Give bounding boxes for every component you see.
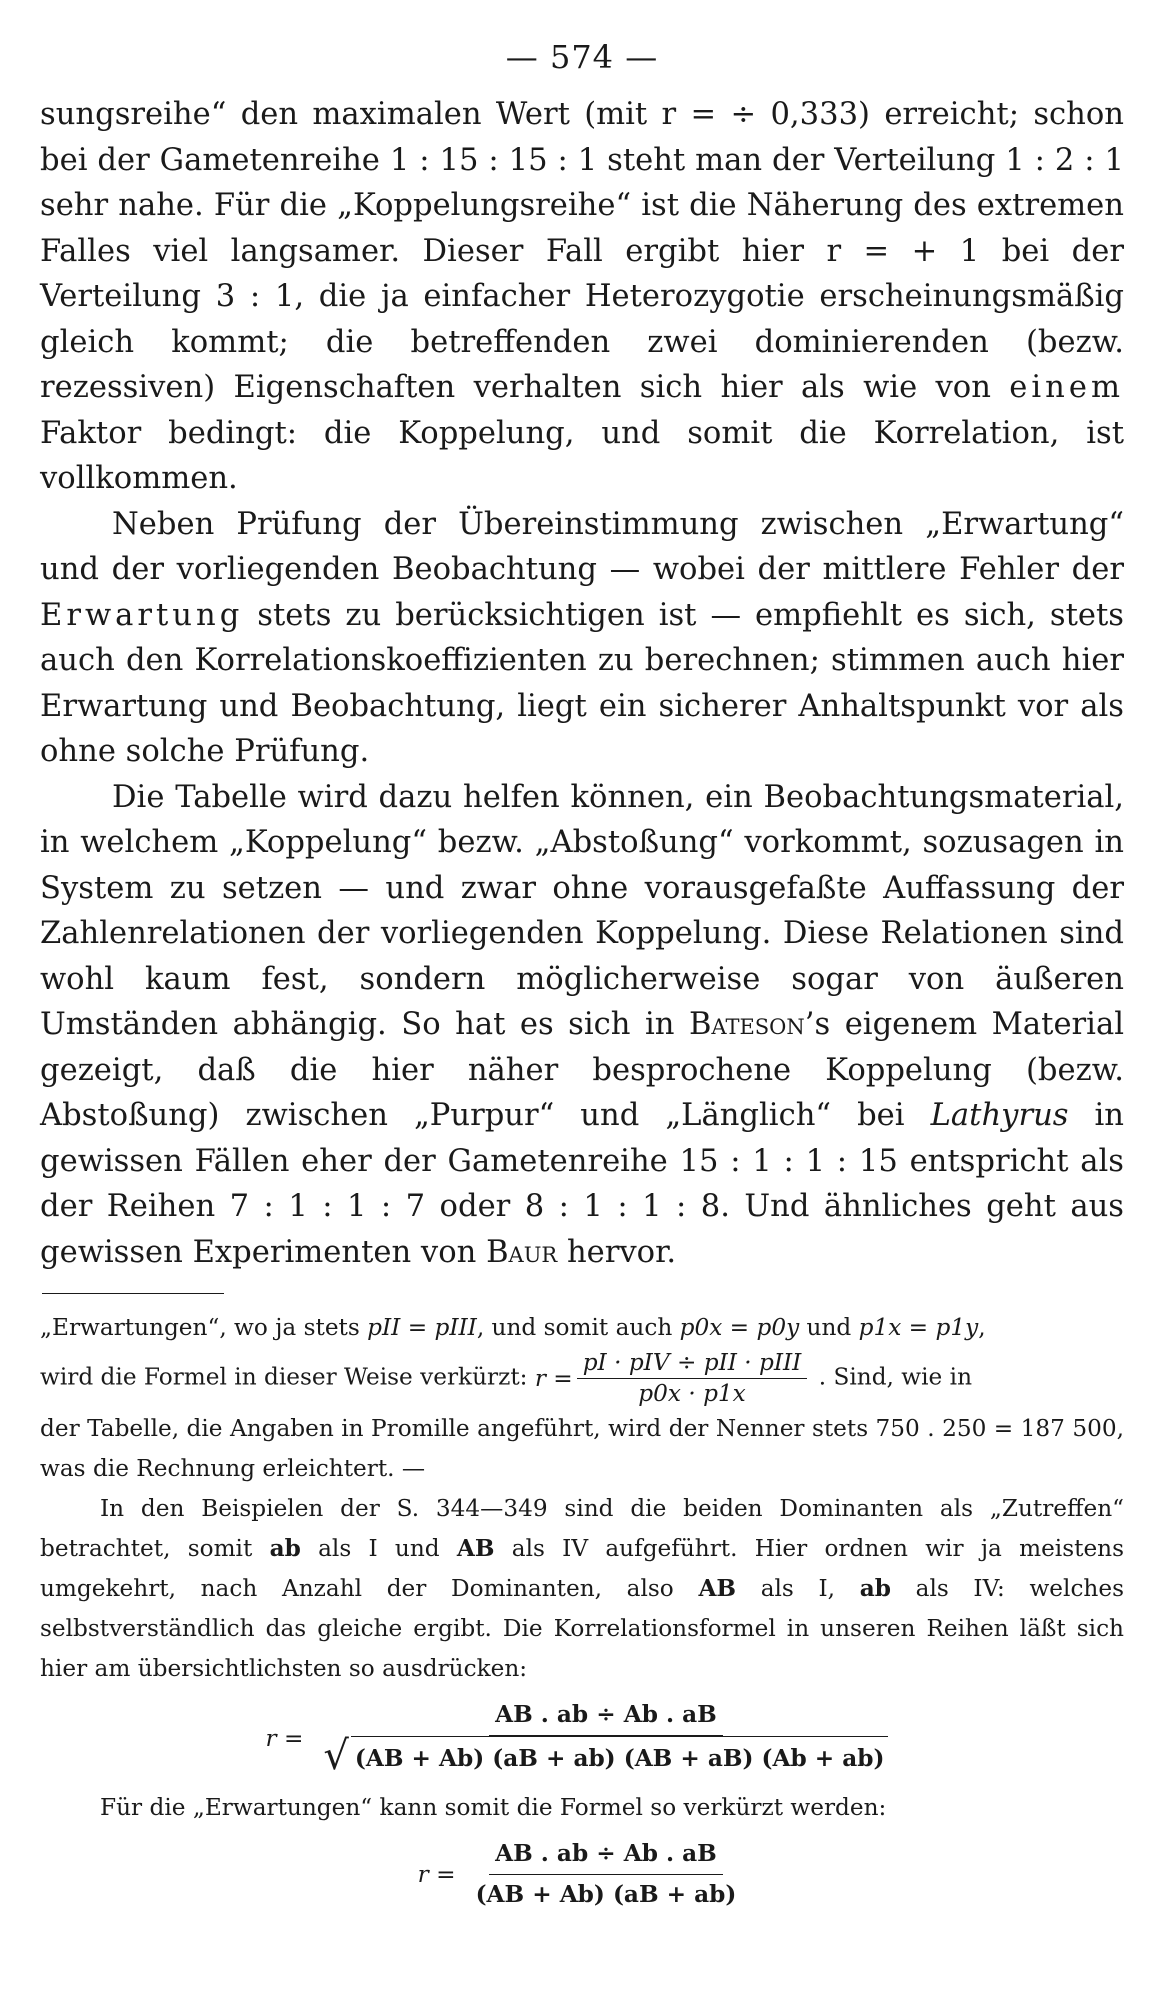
footnote-text: und [799, 1314, 859, 1341]
footnote-line-3: der Tabelle, die Angaben in Promille angeführt, wird der Nenner stets 750 . 250 = 187 500, was die Rechnung erleichtert. — [40, 1415, 1124, 1482]
formula-correlation-short [40, 1834, 1124, 1915]
footnote-text: als IV aufgeführt. Hier ordnen wir ja meistens umgekehrt, nach Anzahl der Dominanten, also [40, 1535, 1124, 1602]
term-ab: ab [269, 1535, 301, 1562]
footnote-divider [42, 1293, 224, 1294]
footnote-text: als IV: welches selbstverständlich das gleiche ergibt. Die Korrelationsformel in unseren Reihen läßt sich hier am übersichtlichsten so ausdrücken: [40, 1575, 1124, 1682]
formula-numerator: AB . ab ÷ Ab . aB [489, 1834, 723, 1875]
square-root [323, 1733, 888, 1779]
paragraph-1-text-a: sungsreihe“ den maximalen Wert (mit r = ÷ 0,333) erreicht; schon bei der Gametenreihe 1 : 15 : 15 : 1 steht man der Verteilung 1 : 2 : 1 sehr nahe. Für die „Koppelungsreihe“ ist die Näherung des extremen Falles viel langsamer. Dieser Fall ergibt hier r = + 1 bei der Verteilung 3 : 1, die ja einfacher Heterozygotie erscheinungsmäßig gleich kommt; die betreffenden zwei dominierenden (bezw. rezessiven) Eigenschaften verhalten sich hier als wie von [40, 97, 1124, 405]
formula-lhs: r = [417, 1860, 456, 1888]
footnote-text: , und somit auch [476, 1314, 680, 1341]
equation-pII-pIII: pII = pIII [367, 1314, 477, 1341]
term-ab: ab [859, 1575, 891, 1602]
footnote-line-1 [40, 1308, 1124, 1348]
author-name-baur: Baur [486, 1234, 558, 1270]
page-number: — 574 — [505, 38, 659, 76]
paragraph-3-text-b: ’s eigenem Material gezeigt, daß die hier näher besprochene Koppelung (bezw. Abstoßung) zwischen „Purpur“ und „Länglich“ bei [40, 1007, 1124, 1133]
term-AB: AB [456, 1535, 495, 1562]
paragraph-3-text-a: Die Tabelle wird dazu helfen können, ein Beobachtungsmaterial, in welchem „Koppelung“ bezw. „Abstoßung“ vorkommt, sozusagen in System zu setzen — und zwar ohne vorausgefaßte Auffassung der Zahlenrelationen der vorliegenden Koppelung. Diese Relationen sind wohl kaum fest, sondern möglicherweise sogar von äußeren Umständen abhängig. So hat es sich in [40, 779, 1124, 1042]
author-name-bateson: Bateson [688, 1007, 805, 1042]
paragraph-1 [40, 92, 1124, 502]
paragraph-3 [40, 775, 1124, 1276]
footnote-text: als I, [736, 1575, 860, 1602]
formula-denominator: p0x · p1x [638, 1380, 746, 1407]
paragraph-3-text-d: hervor. [557, 1234, 677, 1270]
paragraph-1-spaced-word: einem [1009, 370, 1124, 405]
square-root-sign: √ [323, 1733, 349, 1779]
footnote-text: , [978, 1314, 986, 1341]
footnote-text: . Sind, wie in [818, 1363, 973, 1391]
footnote-text: wird die Formel in dieser Weise verkürzt: [40, 1363, 535, 1391]
genus-name: Lathyrus [930, 1098, 1069, 1133]
square-root-content: (AB + Ab) (aB + ab) (AB + aB) (Ab + ab) [351, 1736, 889, 1779]
footnote-line-2 [40, 1348, 1124, 1409]
main-text [40, 92, 1124, 1275]
footnote-text: als I und [300, 1535, 457, 1562]
paragraph-2-text-a: Neben Prüfung der Übereinstimmung zwischen „Erwartung“ und der vorliegenden Beobachtung — wobei der mittlere Fehler der [40, 506, 1124, 587]
formula-fraction [577, 1348, 808, 1409]
formula-inline-r [535, 1348, 812, 1409]
footnote-text: „Erwartungen“, wo ja stets [40, 1314, 368, 1341]
paragraph-1-text-b: Faktor bedingt: die Koppelung, und somit die Korrelation, ist vollkommen. [40, 415, 1124, 496]
equation-p0x-p0y: p0x = p0y [679, 1314, 800, 1341]
equation-p1x-p1y: p1x = p1y [858, 1314, 979, 1341]
formula-numerator: pI · pIV ÷ pII · pIII [577, 1348, 808, 1379]
formula-denominator: (AB + Ab) (aB + ab) [475, 1881, 737, 1908]
paragraph-3-text-c: in gewissen Fällen eher der Gametenreihe 15 : 1 : 1 : 15 entspricht als der Reihen 7 : 1 : 1 : 7 oder 8 : 1 : 1 : 8. Und ähnliches geht aus gewissen Experimenten von [40, 1098, 1125, 1270]
formula-fraction [317, 1695, 894, 1782]
footnote-paragraph-2 [40, 1489, 1124, 1689]
formula-denominator [317, 1733, 894, 1782]
formula-lhs: r = [265, 1724, 304, 1752]
paragraph-2-spaced-word: Erwartung [40, 597, 244, 633]
footnote-text: In den Beispielen der S. 344—349 sind die beiden Dominanten als „Zutreffen“ betrachtet, somit [40, 1495, 1124, 1562]
term-AB: AB [698, 1575, 737, 1602]
formula-numerator: AB . ab ÷ Ab . aB [489, 1695, 723, 1736]
footnote-line-final: Für die „Erwartungen“ kann somit die Formel so verkürzt werden: [100, 1794, 887, 1821]
formula-fraction [470, 1834, 743, 1915]
formula-lhs: r = [534, 1364, 573, 1392]
paragraph-2 [40, 502, 1124, 775]
paragraph-2-text-b: stets zu berücksichtigen ist — empfiehlt es sich, stets auch den Korrelationskoeffizienten zu berechnen; stimmen auch hier Erwartung und Beobachtung, liegt ein sicherer Anhaltspunkt vor als ohne solche Prüfung. [40, 597, 1124, 769]
formula-correlation-full [40, 1695, 1124, 1782]
footnote [40, 1308, 1124, 1915]
